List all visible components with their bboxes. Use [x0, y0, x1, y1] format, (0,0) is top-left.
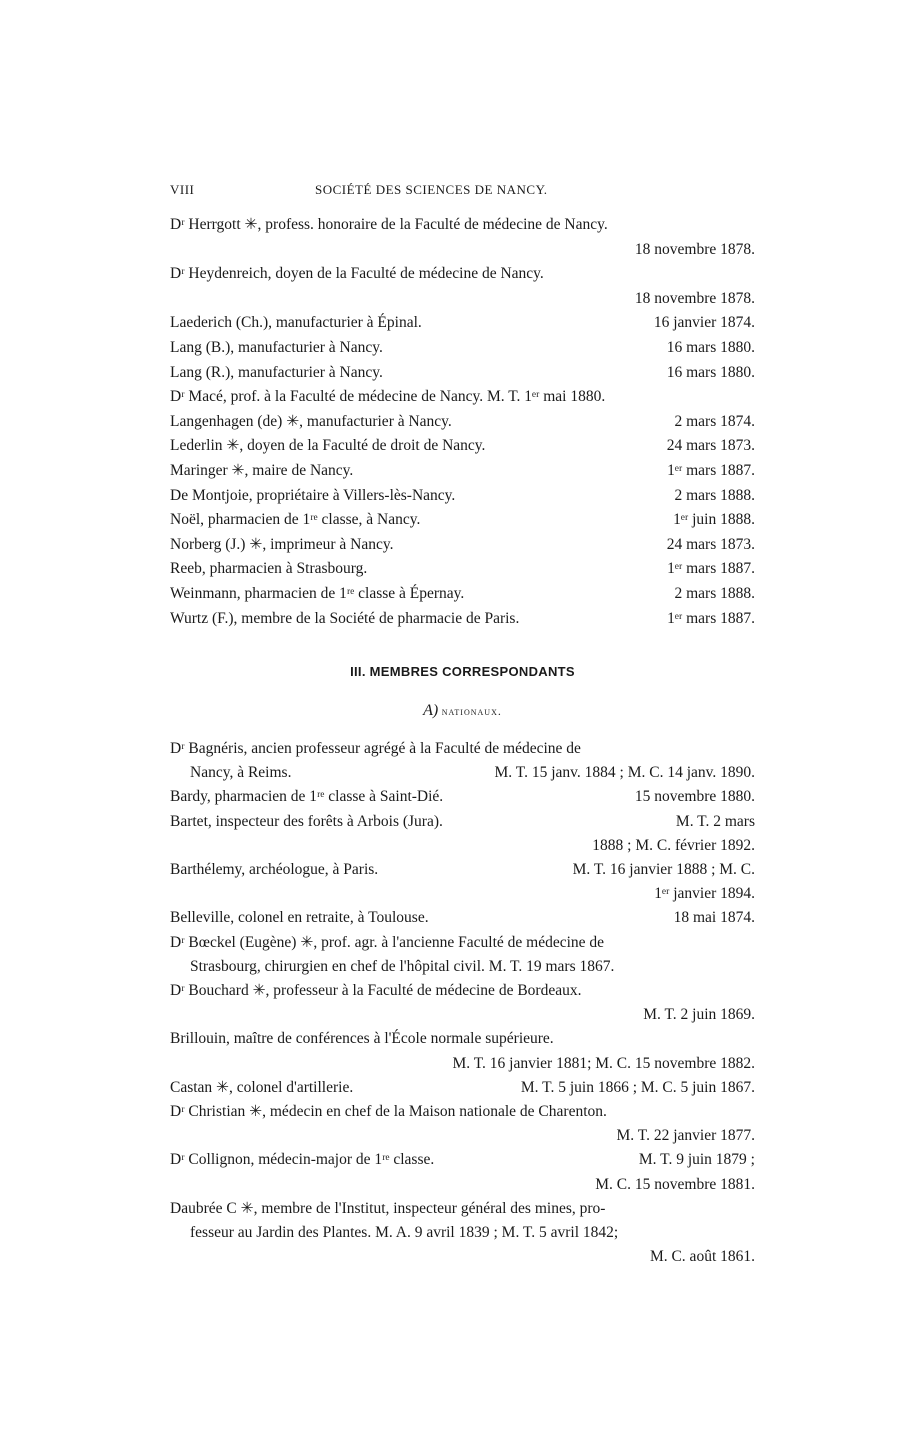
entry-text: Dʳ Macé, prof. à la Faculté de médecine de Nancy. M. T. 1ᵉʳ mai 1880.: [170, 388, 606, 406]
list-entry-line: [170, 606, 755, 631]
section-title: III. MEMBRES CORRESPONDANTS: [350, 664, 575, 679]
list-entry-line: [170, 1172, 755, 1197]
list-entry-line: [170, 1051, 755, 1076]
list-entry-line: [170, 881, 755, 906]
entry-date: M. C. août 1861.: [649, 1248, 755, 1266]
entry-date: 1888 ; M. C. février 1892.: [592, 836, 755, 854]
list-entry-line: [170, 978, 755, 1003]
entry-text: Lang (R.), manufacturier à Nancy.: [170, 363, 383, 381]
list-entry-line: [170, 1147, 755, 1172]
entry-text: Nancy, à Reims.: [190, 764, 292, 782]
entry-text: Maringer ✳, maire de Nancy.: [170, 462, 354, 479]
entry-date: 1ᵉʳ juin 1888.: [673, 511, 755, 529]
entry-date: M. T. 15 janv. 1884 ; M. C. 14 janv. 1890.: [494, 764, 755, 782]
list-entry-line: [170, 1002, 755, 1027]
entry-date: 1ᵉʳ mars 1887.: [667, 609, 755, 627]
entry-date: 18 novembre 1878.: [634, 240, 755, 258]
entry-text: Norberg (J.) ✳, imprimeur à Nancy.: [170, 535, 394, 553]
list-entry-line: [170, 360, 755, 385]
subsection-heading: [170, 702, 755, 720]
entry-text: fesseur au Jardin des Plantes. M. A. 9 avril 1839 ; M. T. 5 avril 1842;: [190, 1224, 619, 1241]
list-entry-line: [170, 286, 755, 311]
entry-text: Castan ✳, colonel d'artillerie.: [170, 1078, 354, 1096]
entry-text: Dʳ Herrgott ✳, profess. honoraire de la Faculté de médecine de Nancy.: [170, 216, 608, 233]
entry-text: Lang (B.), manufacturier à Nancy.: [170, 339, 383, 356]
list-entry-line: [170, 1026, 755, 1051]
page-number: VIII: [170, 182, 195, 197]
entry-text: Dʳ Heydenreich, doyen de la Faculté de médecine de Nancy.: [170, 265, 544, 283]
list-entry-line: [170, 1075, 755, 1100]
list-entry-line: [170, 736, 755, 761]
entry-text: Lederlin ✳, doyen de la Faculté de droit de Nancy.: [170, 437, 486, 455]
list-entry-line: [170, 809, 755, 834]
entry-date: M. T. 22 janvier 1877.: [616, 1127, 755, 1145]
entry-text: Dʳ Bouchard ✳, professeur à la Faculté de médecine de Bordeaux.: [170, 982, 582, 999]
list-entry-line: [170, 556, 755, 581]
list-entry-line: [170, 1196, 755, 1221]
entry-text: Dʳ Bœckel (Eugène) ✳, prof. agr. à l'ancienne Faculté de médecine de: [170, 933, 605, 951]
entry-text: Bardy, pharmacien de 1ʳᵉ classe à Saint-Dié.: [170, 788, 444, 806]
list-entry-line: [170, 433, 755, 458]
entry-date: M. T. 16 janvier 1888 ; M. C.: [572, 861, 755, 878]
list-entry-line: [170, 458, 755, 483]
list-entry-line: [170, 237, 755, 262]
list-entry-line: [170, 532, 755, 557]
entry-text: Daubrée C ✳, membre de l'Institut, inspecteur général des mines, pro-: [170, 1199, 606, 1217]
entry-date: 16 mars 1880.: [666, 339, 755, 356]
entry-date: M. T. 9 juin 1879 ;: [638, 1151, 755, 1169]
list-entry-line: [170, 833, 755, 858]
running-title: SOCIÉTÉ DES SCIENCES DE NANCY.: [315, 182, 548, 197]
entry-date: M. T. 5 juin 1866 ; M. C. 5 juin 1867.: [520, 1078, 755, 1096]
entry-date: 16 mars 1880.: [666, 363, 755, 381]
running-header: [170, 182, 755, 204]
list-entry-line: [170, 1220, 755, 1245]
entry-text: Brillouin, maître de conférences à l'École normale supérieure.: [170, 1030, 554, 1048]
entry-date: M. T. 16 janvier 1881; M. C. 15 novembre 1882.: [452, 1054, 755, 1072]
entry-text: Langenhagen (de) ✳, manufacturier à Nancy.: [170, 412, 452, 430]
list-entry-line: [170, 905, 755, 930]
entry-text: Barthélemy, archéologue, à Paris.: [170, 861, 379, 878]
list-entry-line: [170, 1099, 755, 1124]
entry-text: Bartet, inspecteur des forêts à Arbois (Jura).: [170, 812, 443, 830]
list-entry-line: [170, 409, 755, 434]
list-entry-line: [170, 760, 755, 785]
entry-date: 24 mars 1873.: [666, 535, 755, 553]
entry-date: 16 janvier 1874.: [653, 314, 755, 332]
entry-date: M. T. 2 mars: [675, 812, 755, 830]
list-entry-line: [170, 857, 755, 882]
entry-text: Noël, pharmacien de 1ʳᵉ classe, à Nancy.: [170, 511, 421, 529]
entry-text: Belleville, colonel en retraite, à Toulouse.: [170, 909, 429, 927]
entry-date: 24 mars 1873.: [666, 437, 755, 455]
entry-text: Reeb, pharmacien à Strasbourg.: [170, 560, 368, 578]
entry-text: Dʳ Christian ✳, médecin en chef de la Maison nationale de Charenton.: [170, 1103, 607, 1120]
list-entry-line: [170, 930, 755, 955]
subsection-text: nationaux.: [441, 704, 502, 718]
entry-date: 1ᵉʳ mars 1887.: [667, 560, 755, 578]
entry-date: 2 mars 1888.: [674, 585, 755, 602]
entry-date: 2 mars 1874.: [674, 412, 755, 430]
entry-date: 18 novembre 1878.: [634, 289, 755, 307]
list-entry-line: [170, 384, 755, 409]
entry-text: Wurtz (F.), membre de la Société de pharmacie de Paris.: [170, 609, 520, 627]
entry-date: 1ᵉʳ mars 1887.: [667, 462, 755, 479]
list-entry-line: [170, 335, 755, 360]
list-entry-line: [170, 954, 755, 979]
entry-date: 2 mars 1888.: [674, 486, 755, 504]
entry-date: 18 mai 1874.: [673, 909, 755, 927]
subsection-letter: A): [423, 702, 439, 719]
entry-text: Weinmann, pharmacien de 1ʳᵉ classe à Épernay.: [170, 585, 465, 602]
list-entry-line: [170, 581, 755, 606]
list-entry-line: [170, 1123, 755, 1148]
list-entry-line: [170, 483, 755, 508]
list-entry-line: [170, 261, 755, 286]
list-entry-line: [170, 212, 755, 237]
list-entry-line: [170, 310, 755, 335]
entry-date: M. C. 15 novembre 1881.: [595, 1175, 755, 1193]
entry-text: Dʳ Collignon, médecin-major de 1ʳᵉ classe.: [170, 1151, 435, 1169]
entry-date: M. T. 2 juin 1869.: [643, 1006, 755, 1024]
list-entry-line: [170, 1244, 755, 1269]
entry-text: Laederich (Ch.), manufacturier à Épinal.: [170, 314, 422, 332]
entry-text: Strasbourg, chirurgien en chef de l'hôpital civil. M. T. 19 mars 1867.: [190, 957, 615, 975]
list-entry-line: [170, 784, 755, 809]
list-entry-line: [170, 507, 755, 532]
entry-date: 1ᵉʳ janvier 1894.: [654, 885, 755, 903]
entry-date: 15 novembre 1880.: [634, 788, 755, 806]
entry-text: De Montjoie, propriétaire à Villers-lès-Nancy.: [170, 486, 456, 504]
entry-text: Dʳ Bagnéris, ancien professeur agrégé à la Faculté de médecine de: [170, 740, 581, 757]
